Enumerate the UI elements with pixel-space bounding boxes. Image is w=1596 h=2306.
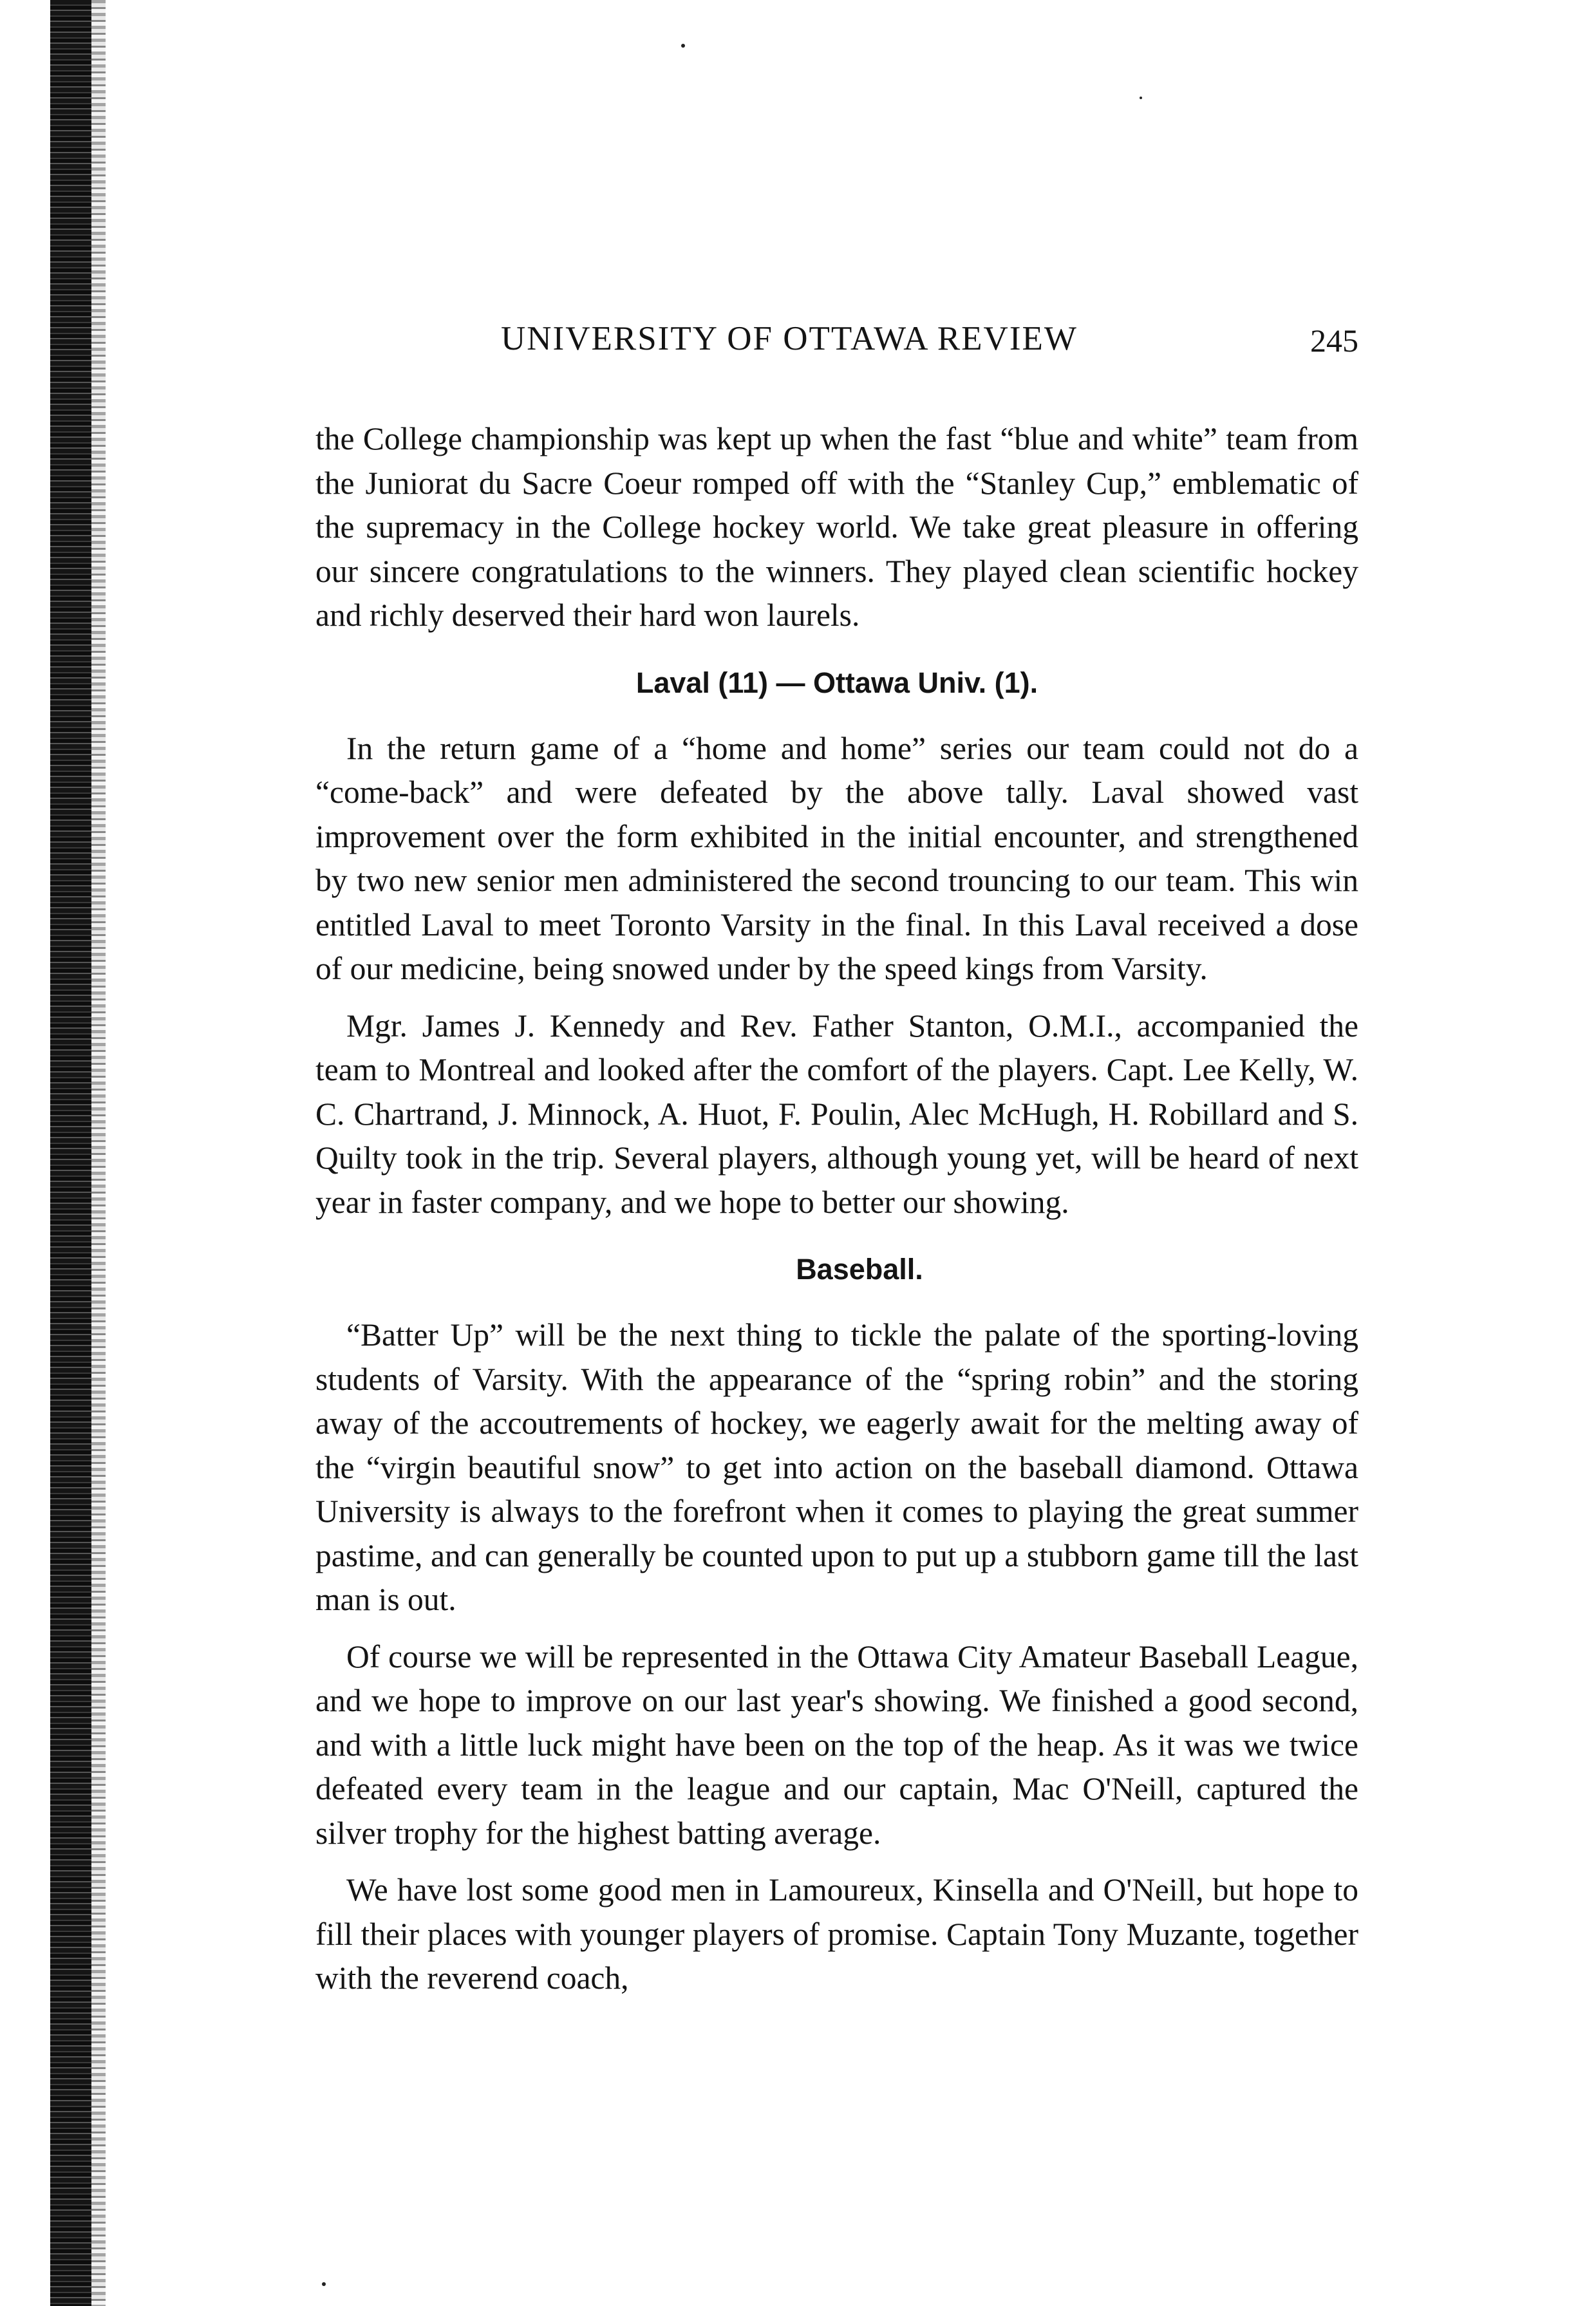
page-number: 245 — [1310, 323, 1358, 359]
paragraph-batter-up: “Batter Up” will be the next thing to tickle the palate of the sporting-loving students of Varsity. With the appearance of the “spring robin” and the storing away of the accoutrements of hockey, we eagerly await for the melting away of the “virgin beautiful snow” to get into action on the baseball diamond. Ottawa University is always to the forefront when it comes to playing the great summer pastime, and can generally be counted upon to put up a stubborn game till the last man is out. — [315, 1317, 1358, 1617]
running-head — [315, 319, 1358, 371]
scan-speck — [1140, 97, 1142, 99]
paragraph-city-league: Of course we will be represented in the Ottawa City Amateur Baseball League, and we hope to improve on our last year's showing. We finished a good second, and with a little luck might have been on the top of the heap. As it was we twice defeated every team in the league and our captain, Mac O'Neill, captured the silver trophy for the highest batting average. — [315, 1638, 1358, 1851]
paragraph-return-game: In the return game of a “home and home” series our team could not do a “come-back” and were defeated by the above tally. Laval showed vast improvement over the form exhibited in the initial encounter, and strengthened by two new senior men administered the second trouncing to our team. This win entitled Laval to meet Toronto Varsity in the final. In this Laval received a dose of our medicine, being snowed under by the speed kings from Varsity. — [315, 730, 1358, 986]
heading-laval-game: Laval (11) — Ottawa Univ. (1). — [635, 666, 1038, 699]
paragraph-team-trip: Mgr. James J. Kennedy and Rev. Father Stanton, O.M.I., accompanied the team to Montreal and looked after the comfort of the players. Capt. Lee Kelly, W. C. Chartrand, J. Minnock, A. Huot, F. Poulin, Alec McHugh, H. Robillard and S. Quilty took in the trip. Several players, although young yet, will be heard of next year in faster company, and we hope to better our showing. — [315, 1008, 1358, 1220]
paragraph-college-championship: the College championship was kept up when the fast “blue and white” team from the Juniorat du Sacre Coeur romped off with the “Stanley Cup,” emblematic of the supremacy in the College hockey world. We take great pleasure in offering our sincere congratulations to the winners. They played clean scientific hockey and richly deserved their hard won laurels. — [315, 421, 1358, 633]
scan-speck — [681, 44, 685, 48]
journal-title: UNIVERSITY OF OTTAWA REVIEW — [501, 320, 1078, 357]
scan-speck — [322, 2282, 326, 2286]
heading-baseball: Baseball. — [796, 1253, 923, 1286]
article-body — [315, 417, 1358, 2001]
page-binding-edge — [50, 0, 91, 2306]
paragraph-lost-players: We have lost some good men in Lamoureux, Kinsella and O'Neill, but hope to fill their places with younger players of promise. Captain Tony Muzante, together with the reverend coach, — [315, 1872, 1358, 1996]
page-binding-shadow — [91, 0, 106, 2306]
